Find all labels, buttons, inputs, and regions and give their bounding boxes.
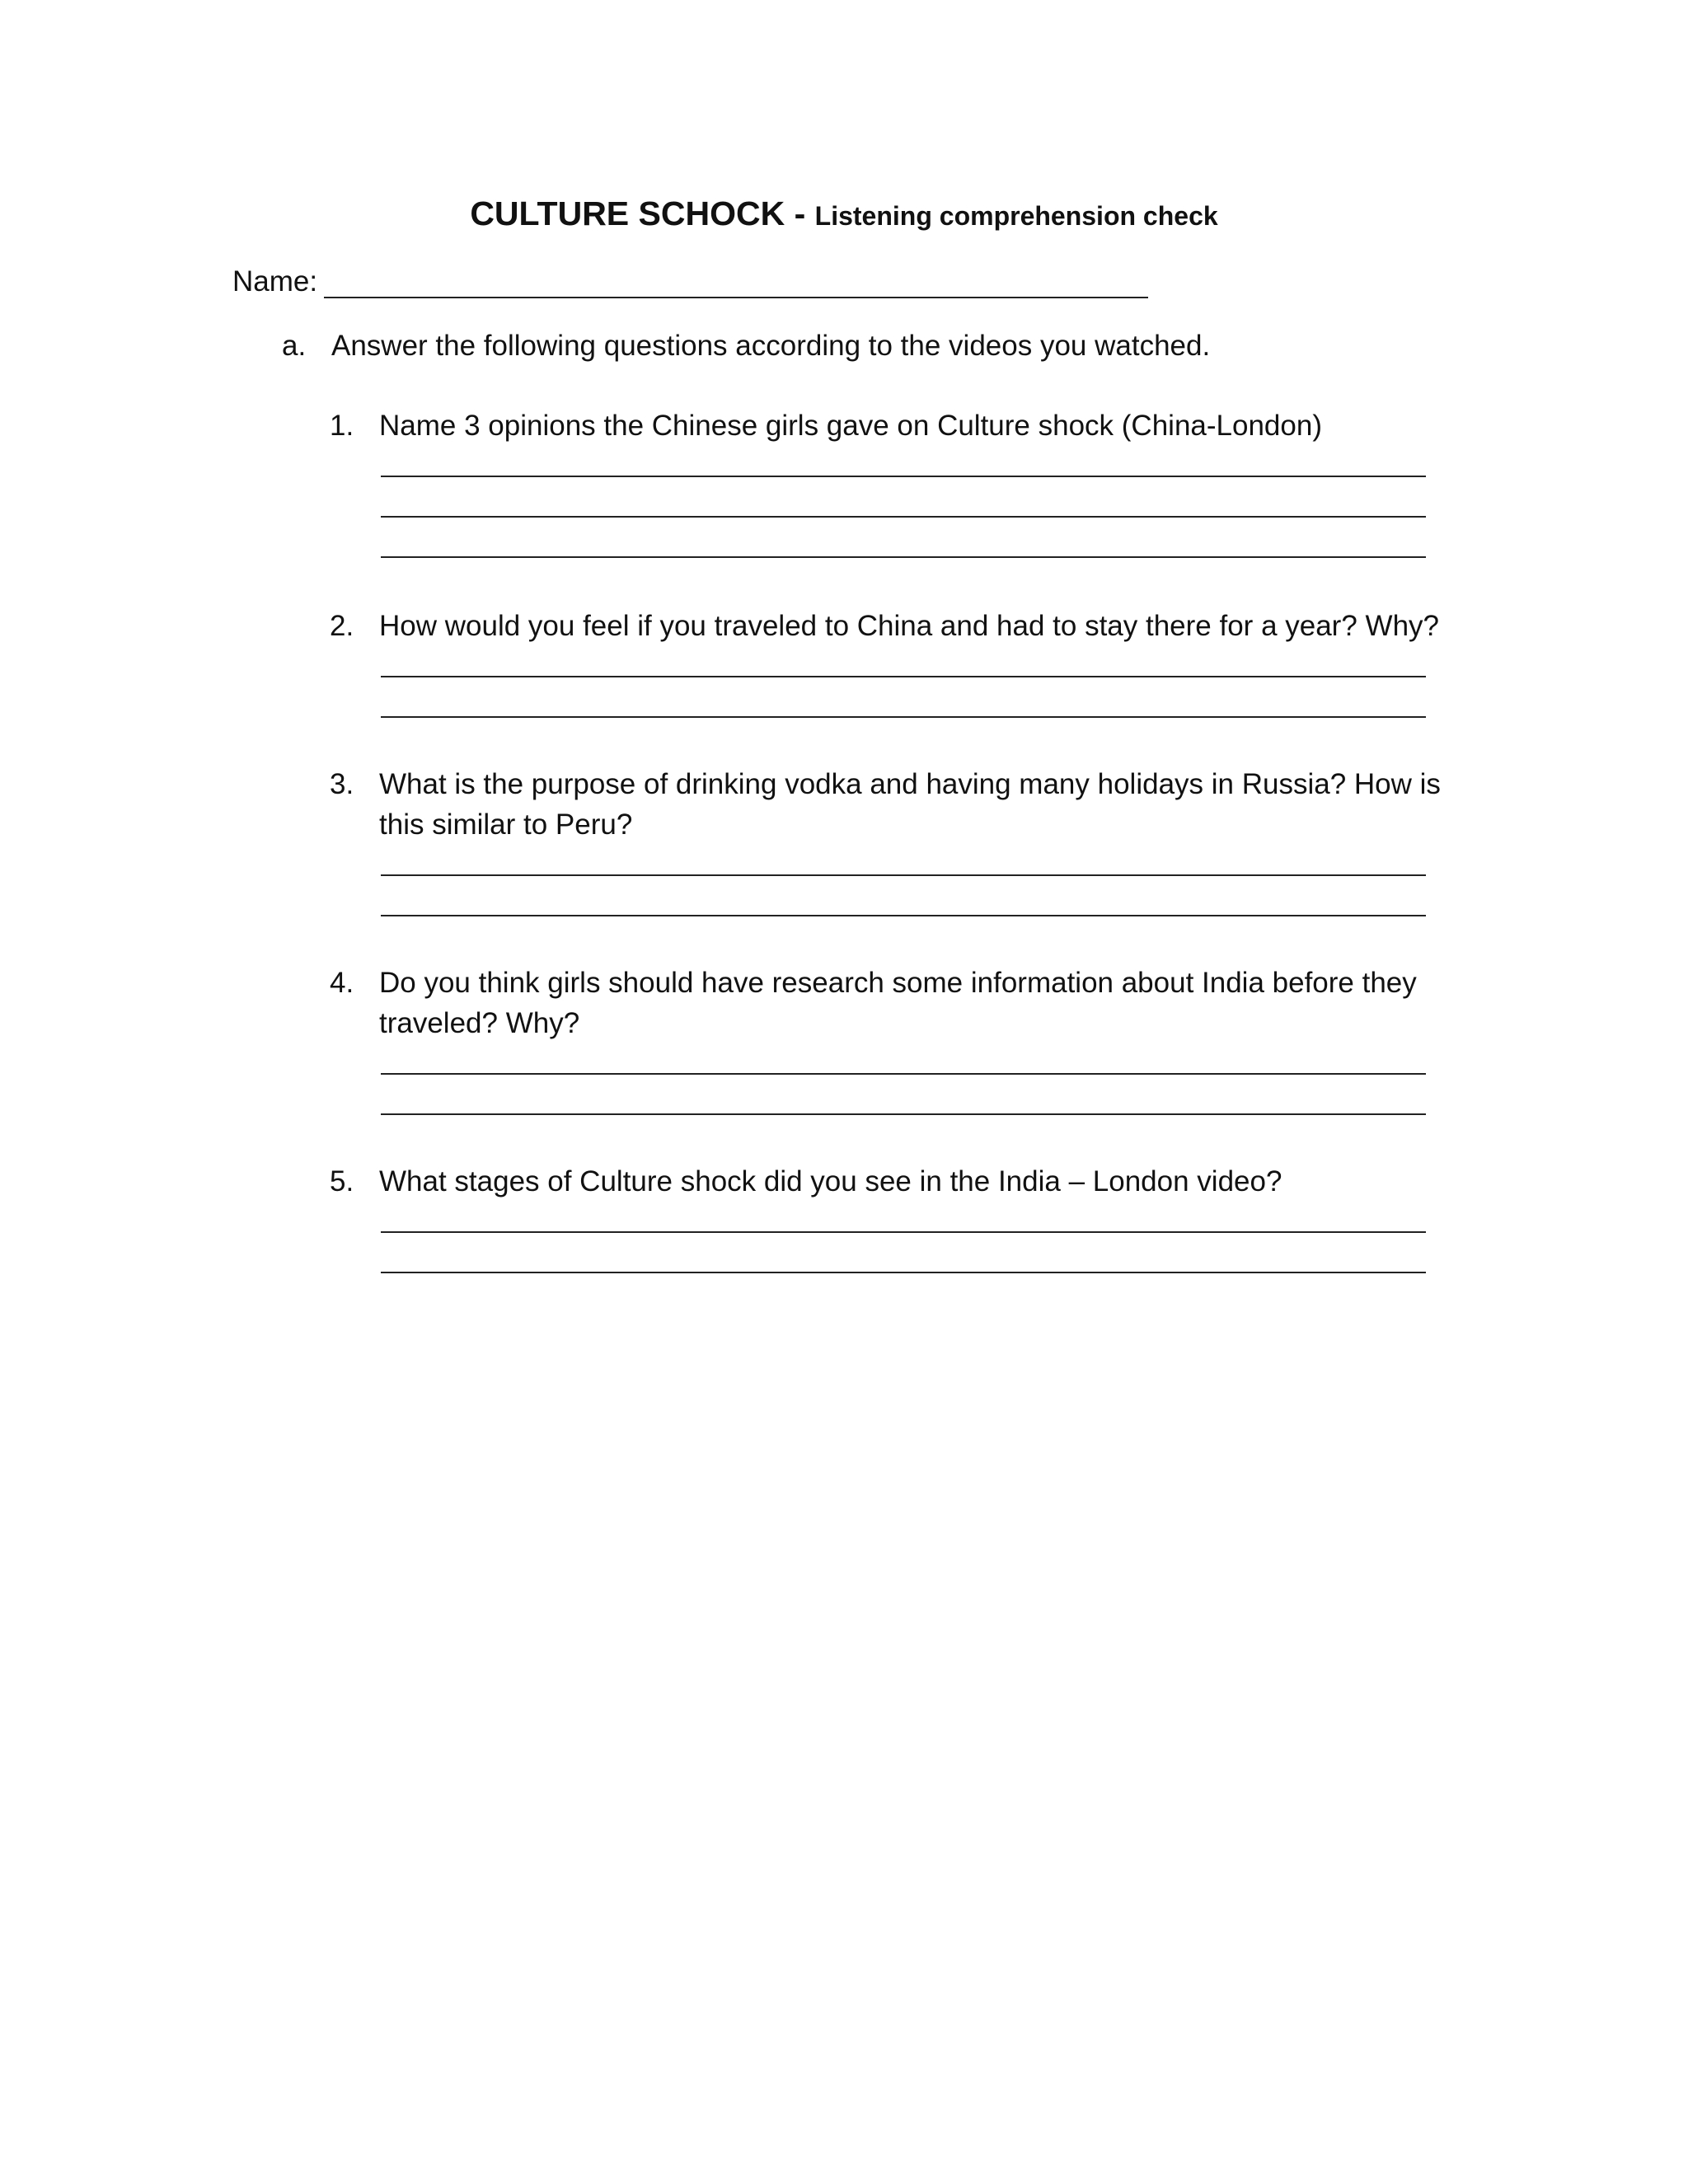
question-5 (330, 1161, 1467, 1273)
name-label: Name: (232, 265, 318, 298)
question-text: What stages of Culture shock did you see in the India – London video? (379, 1165, 1282, 1197)
answer-line[interactable] (381, 716, 1426, 718)
question-text: What is the purpose of drinking vodka and having many holidays in Russia? How is this similar to Peru? (379, 768, 1441, 841)
answer-line[interactable] (381, 1272, 1426, 1273)
answer-line[interactable] (381, 915, 1426, 916)
question-1 (330, 405, 1467, 558)
page-title (0, 194, 1688, 233)
instruction-marker: a. (282, 330, 307, 362)
question-number: 2. (330, 610, 354, 642)
answer-line[interactable] (381, 1231, 1426, 1233)
question-3 (330, 764, 1467, 916)
name-field-row (232, 265, 1148, 298)
instruction (282, 330, 1210, 363)
question-number: 5. (330, 1165, 354, 1197)
question-number: 4. (330, 967, 354, 999)
question-number: 1. (330, 410, 354, 442)
name-blank-line[interactable] (324, 267, 1148, 298)
question-text: How would you feel if you traveled to China and had to stay there for a year? Why? (379, 610, 1439, 642)
answer-line[interactable] (381, 1073, 1426, 1075)
answer-line[interactable] (381, 556, 1426, 558)
answer-line[interactable] (381, 676, 1426, 677)
question-2 (330, 606, 1467, 718)
question-text: Do you think girls should have research some information about India before they traveled? Why? (379, 967, 1417, 1039)
question-text: Name 3 opinions the Chinese girls gave on Culture shock (China-London) (379, 410, 1322, 442)
instruction-text: Answer the following questions according to the videos you watched. (331, 330, 1211, 362)
answer-line[interactable] (381, 874, 1426, 876)
question-number: 3. (330, 768, 354, 800)
title-main: CULTURE SCHOCK - (470, 194, 815, 232)
answer-line[interactable] (381, 516, 1426, 518)
answer-line[interactable] (381, 476, 1426, 477)
question-4 (330, 963, 1467, 1115)
title-subtitle: Listening comprehension check (814, 201, 1218, 231)
answer-line[interactable] (381, 1113, 1426, 1115)
